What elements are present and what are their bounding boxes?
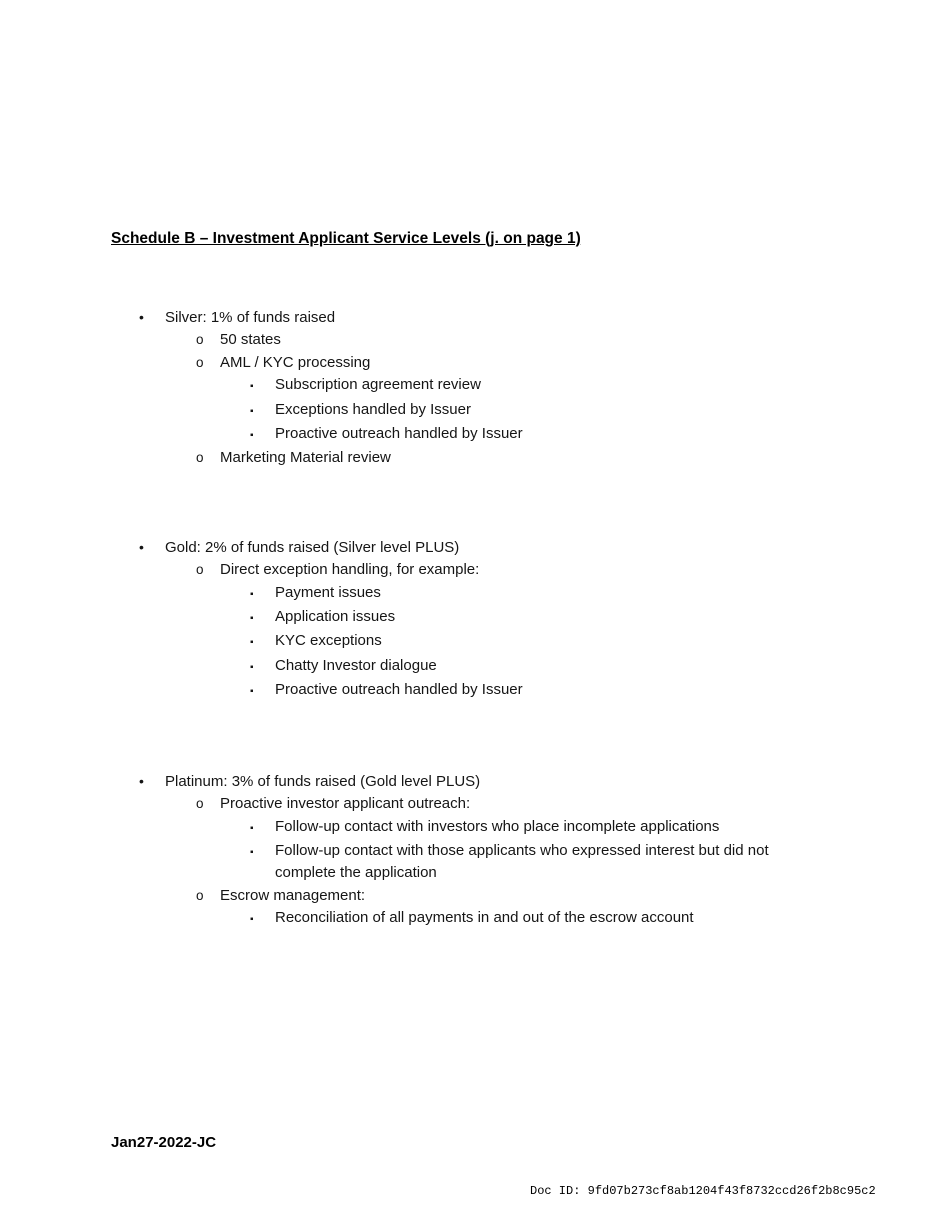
list-item-text: AML / KYC processing [220,353,371,371]
list-item [111,374,827,398]
bullet-disc-icon: • [139,309,144,325]
list-item-text: Proactive outreach handled by Issuer [275,681,523,699]
list-item [111,329,827,351]
list-item-text: Proactive outreach handled by Issuer [275,425,523,443]
bullet-square-icon: ▪ [250,846,254,858]
bullet-circle-icon: o [196,562,204,578]
list-item [111,907,827,931]
list-item-text: Subscription agreement review [275,376,481,394]
bullet-circle-icon: o [196,796,204,812]
page-title: Schedule B – Investment Applicant Service Levels (j. on page 1) [111,230,581,247]
list-item [111,606,827,630]
list-item-text: Escrow management: [220,886,366,904]
list-item-text: Application issues [275,608,396,626]
bullet-circle-icon: o [196,450,204,466]
list-item [111,840,827,885]
doc-id-label: Doc ID: [530,1184,581,1198]
list-item [111,816,827,840]
list-item-text: Direct exception handling, for example: [220,561,480,579]
doc-id-value: 9fd07b273cf8ab1204f43f8732ccd26f2b8c95c2 [587,1184,876,1198]
list-item [111,770,827,793]
bullet-disc-icon: • [139,538,144,555]
list-item-text: Payment issues [275,583,381,601]
list-item-text: Exceptions handled by Issuer [275,400,471,418]
list-item [111,399,827,423]
bullet-circle-icon: o [196,354,204,370]
bullet-square-icon: ▪ [250,661,254,673]
list-item [111,655,827,679]
list-item [111,423,827,447]
list-item-text: Silver: 1% of funds raised [165,309,336,326]
list-item-text: Follow-up contact with investors who place incomplete applications [275,817,720,835]
section-gold [111,536,827,704]
list-item-text: Chatty Investor dialogue [275,656,437,674]
list-item-text: Platinum: 3% of funds raised (Gold level PLUS) [165,772,481,790]
section-platinum [111,770,827,932]
list-item [111,679,827,703]
list-item [111,582,827,606]
list-item [111,559,827,581]
bullet-square-icon: ▪ [250,430,254,442]
list-item-text: 50 states [220,331,281,349]
bullet-circle-icon: o [196,887,204,903]
bullet-square-icon: ▪ [250,914,254,926]
list-item-text: Follow-up contact with those applicants who expressed interest but did not complete the application [275,841,769,882]
bullet-circle-icon: o [196,332,204,348]
bullet-square-icon: ▪ [250,637,254,649]
list-item-text: Gold: 2% of funds raised (Silver level PLUS) [165,538,460,556]
list-item [111,630,827,654]
document-body [111,228,827,932]
bullet-square-icon: ▪ [250,405,254,417]
bullet-square-icon: ▪ [250,822,254,834]
bullet-square-icon: ▪ [250,686,254,698]
bullet-square-icon: ▪ [250,613,254,625]
list-item [111,536,827,559]
bullet-square-icon: ▪ [250,588,254,600]
list-item [111,447,827,469]
bullet-square-icon: ▪ [250,381,254,393]
list-item-text: Marketing Material review [220,449,391,467]
list-item [111,793,827,815]
doc-id-stamp [530,1184,876,1198]
list-item-text: Proactive investor applicant outreach: [220,795,471,813]
list-item-text: Reconciliation of all payments in and out of the escrow account [275,909,694,927]
list-item-text: KYC exceptions [275,632,382,650]
footer-version-stamp: Jan27-2022-JC [111,1134,217,1151]
list-item [111,352,827,374]
bullet-disc-icon: • [139,772,144,789]
section-silver [111,306,827,470]
list-item [111,885,827,907]
list-item [111,306,827,329]
